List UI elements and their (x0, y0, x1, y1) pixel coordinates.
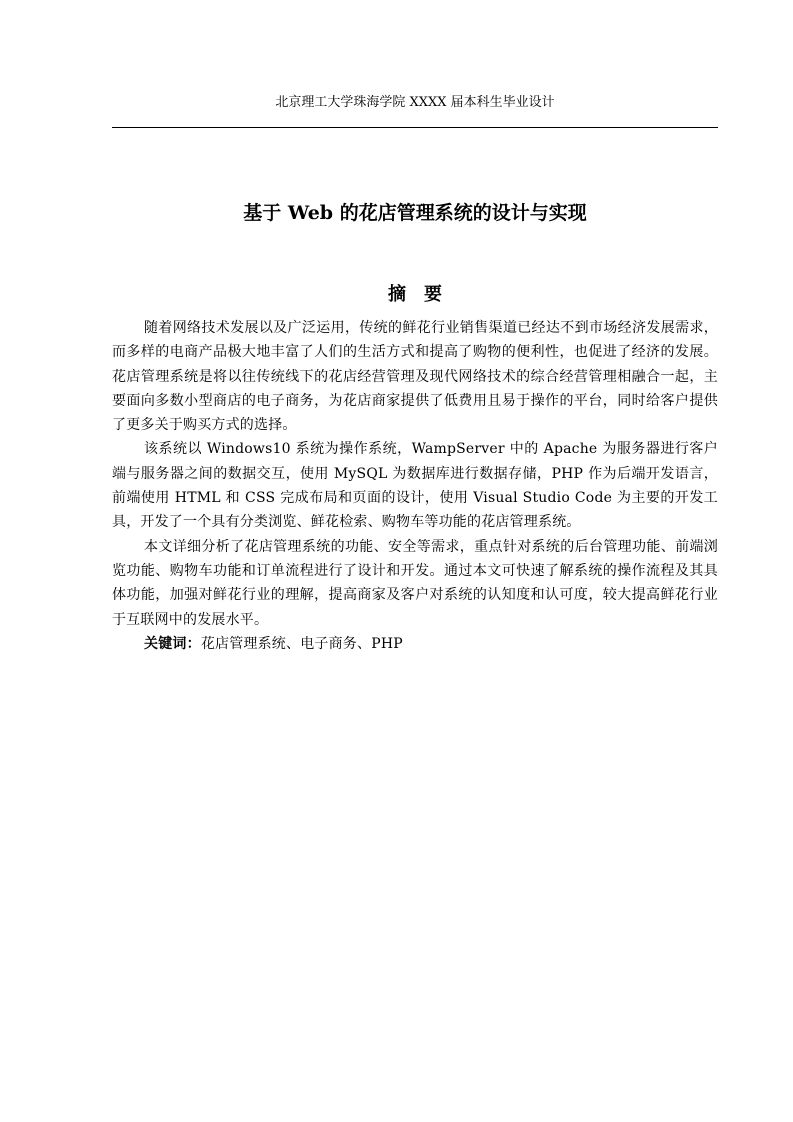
document-title: 基于 Web 的花店管理系统的设计与实现 (243, 202, 587, 224)
abstract-heading: 摘要 (388, 284, 460, 305)
keywords-value: 花店管理系统、电子商务、PHP (200, 635, 403, 652)
abstract-paragraph-2: 该系统以 Windows10 系统为操作系统，WampServer 中的 Apache 为服务器进行客户端与服务器之间的数据交互，使用 MySQL 为数据库进行数据存储，PHP 作为后端开发语言，前端使用 HTML 和 CSS 完成布局和页面的设计，使用 Visual Studio Code 为主要的开发工具，开发了一个具有分类浏览、鲜花检索、购物车等功能的花店管理系统。 (112, 441, 718, 531)
header-rule (112, 127, 718, 128)
abstract-body (112, 316, 718, 656)
keywords-label: 关键词： (144, 635, 201, 652)
abstract-paragraph-3: 本文详细分析了花店管理系统的功能、安全等需求，重点针对系统的后台管理功能、前端浏览功能、购物车功能和订单流程进行了设计和开发。通过本文可快速了解系统的操作流程及其具体功能，加强对鲜花行业的理解，提高商家及客户对系统的认知度和认可度，较大提高鲜花行业于互联网中的发展水平。 (112, 538, 718, 628)
keywords-line (112, 632, 718, 656)
abstract-paragraph-1: 随着网络技术发展以及广泛运用，传统的鲜花行业销售渠道已经达不到市场经济发展需求，而多样的电商产品极大地丰富了人们的生活方式和提高了购物的便利性，也促进了经济的发展。花店管理系统是将以往传统线下的花店经营管理及现代网络技术的综合经营管理相融合一起，主要面向多数小型商店的电子商务，为花店商家提供了低费用且易于操作的平台，同时给客户提供了更多关于购买方式的选择。 (112, 320, 718, 434)
running-header: 北京理工大学珠海学院 XXXX 届本科生毕业设计 (275, 95, 555, 110)
